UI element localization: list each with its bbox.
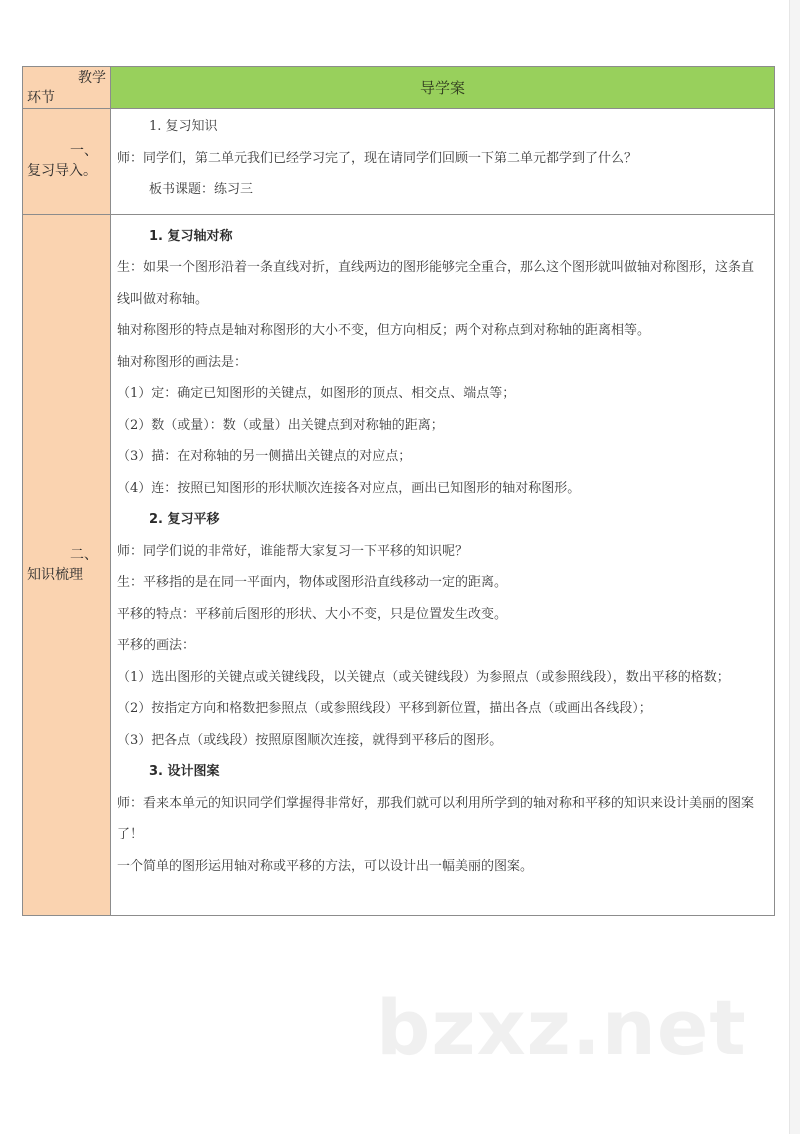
- section-title: 复习导入。: [27, 163, 97, 180]
- content-line: 1. 复习知识: [149, 119, 218, 134]
- watermark-text: bzxz.net: [376, 983, 747, 1072]
- section-content-review-intro: [111, 109, 775, 215]
- content-line: （1）定：确定已知图形的关键点，如图形的顶点、相交点、端点等；: [117, 386, 516, 401]
- content-line: 师：看来本单元的知识同学们掌握得非常好，那我们就可以利用所学到的轴对称和平移的知识来设计美丽的图案了！: [117, 795, 755, 842]
- header-stage-label-line1: 教学: [78, 69, 106, 86]
- content-line: 一个简单的图形运用轴对称或平移的方法，可以设计出一幅美丽的图案。: [117, 858, 534, 874]
- section-title: 知识梳理: [27, 566, 83, 583]
- header-row: [23, 67, 775, 109]
- section-content-knowledge-review: [111, 214, 775, 915]
- header-stage-label-line2: 环节: [27, 89, 55, 106]
- content-line: 平移的特点：平移前后图形的形状、大小不变，只是位置发生改变。: [117, 606, 508, 622]
- content-line: 师：同学们说的非常好，谁能帮大家复习一下平移的知识呢？: [117, 543, 469, 559]
- content-line: （2）数（或量）：数（或量）出关键点到对称轴的距离；: [117, 417, 444, 433]
- subheading-design-pattern: 3. 设计图案: [149, 764, 220, 779]
- lesson-plan-table: [22, 66, 775, 916]
- header-guide-title: 导学案: [111, 67, 775, 109]
- content-line: 生：平移指的是在同一平面内，物体或图形沿直线移动一定的距离。: [117, 575, 508, 590]
- subheading-axis-symmetry: 1. 复习轴对称: [149, 228, 233, 244]
- subheading-translation: 2. 复习平移: [149, 512, 220, 527]
- content-line: （4）连：按照已知图形的形状顺次连接各对应点，画出已知图形的轴对称图形。: [117, 480, 581, 496]
- section-label-review-intro: [23, 109, 111, 215]
- section-row-knowledge-review: [23, 214, 775, 915]
- content-line: 生：如果一个图形沿着一条直线对折，直线两边的图形能够完全重合，那么这个图形就叫做轴对称图形，这条直线叫做对称轴。: [117, 260, 755, 307]
- content-line: 轴对称图形的画法是：: [117, 354, 248, 370]
- content-line: （2）按指定方向和格数把参照点（或参照线段）平移到新位置，描出各点（或画出各线段）；: [117, 701, 652, 716]
- page-edge: [789, 0, 800, 1134]
- content-line: 平移的画法：: [117, 638, 196, 653]
- content-line: （3）把各点（或线段）按照原图顺次连接，就得到平移后的图形。: [117, 732, 503, 748]
- content-line: （3）描：在对称轴的另一侧描出关键点的对应点；: [117, 449, 412, 464]
- section-row-review-intro: [23, 109, 775, 215]
- section-number: 一、: [70, 143, 98, 160]
- content-line: 轴对称图形的特点是轴对称图形的大小不变，但方向相反；两个对称点到对称轴的距离相等。: [117, 323, 651, 338]
- section-label-knowledge-review: [23, 214, 111, 915]
- content-line: 板书课题：练习三: [149, 182, 254, 197]
- content-line: 师：同学们，第二单元我们已经学习完了，现在请同学们回顾一下第二单元都学到了什么？: [117, 150, 638, 166]
- section-number: 二、: [70, 546, 98, 563]
- content-line: （1）选出图形的关键点或关键线段，以关键点（或关键线段）为参照点（或参照线段），数出平移的格数；: [117, 669, 730, 685]
- header-stage-cell: [23, 67, 111, 109]
